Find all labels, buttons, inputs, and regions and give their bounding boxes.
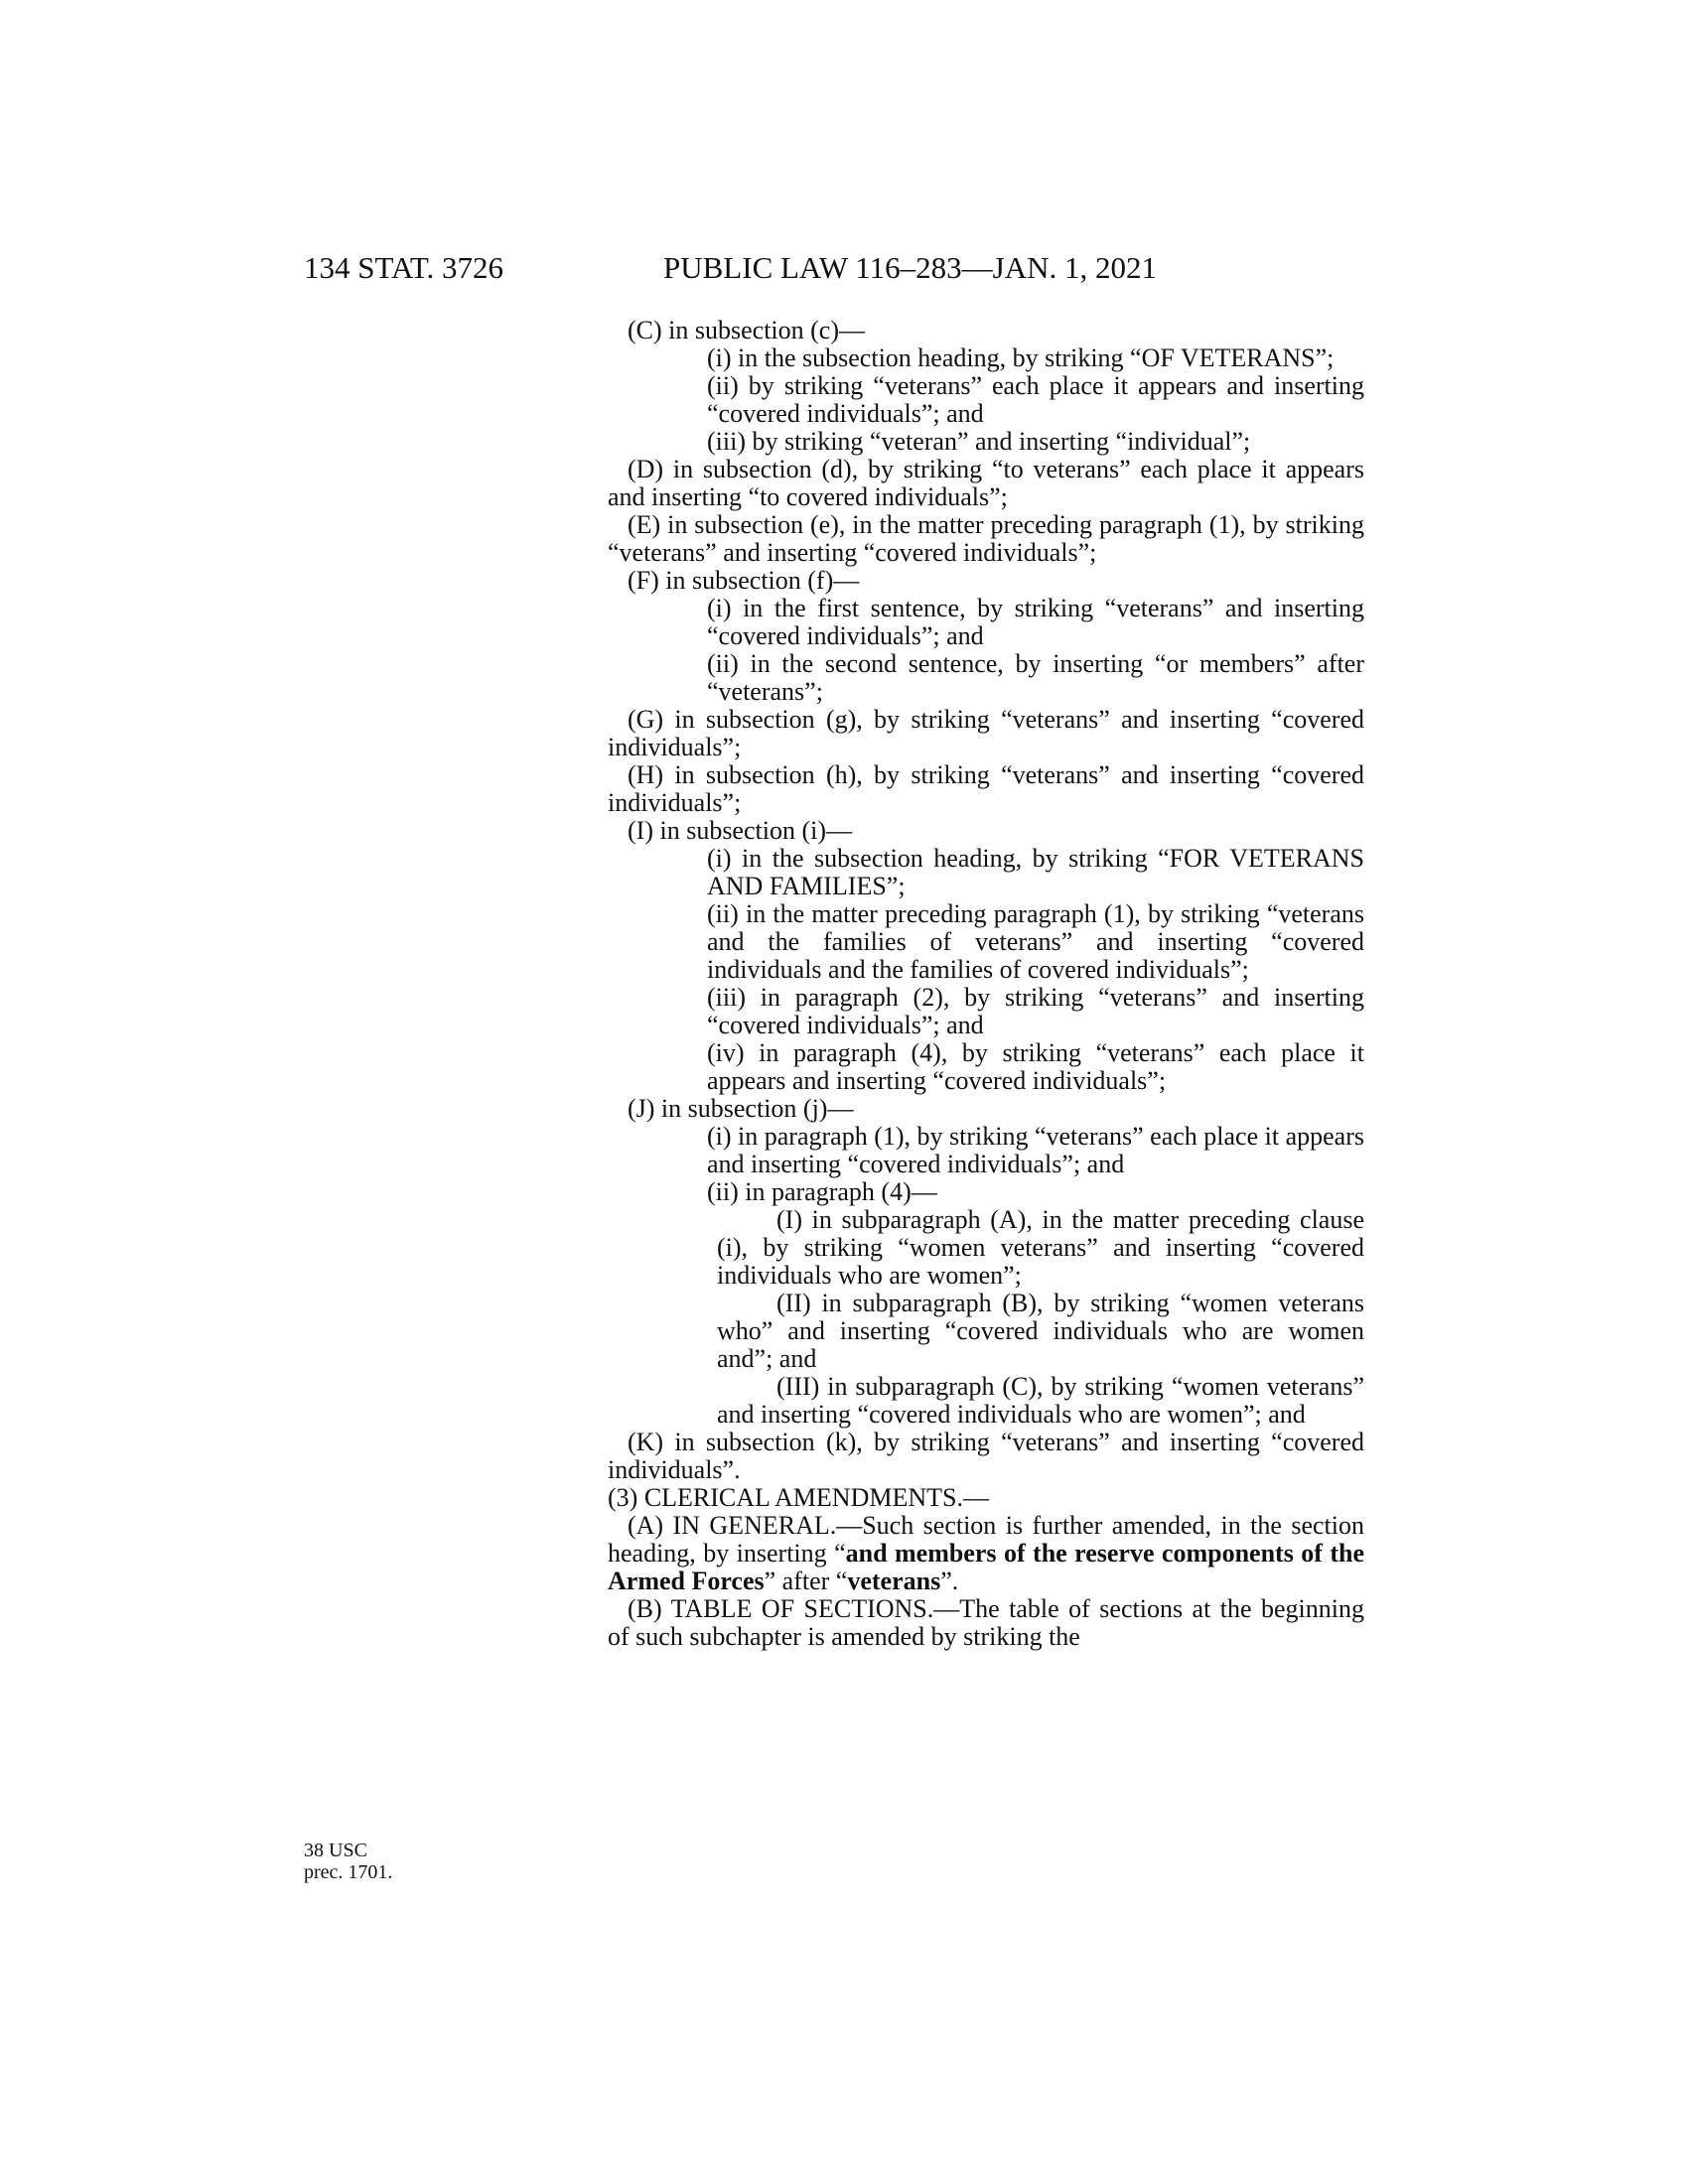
clause-I-ii: (ii) in the matter preceding paragraph (1), by striking “veterans and the families of veterans” and inserting “covered individuals and the families of covered individuals”;	[707, 899, 1364, 984]
clause-F-i: (i) in the first sentence, by striking “veterans” and inserting “covered individuals”; and	[707, 594, 1364, 650]
clause-text: (i) in the subsection heading, by striking “OF VETERANS”;	[707, 343, 1335, 372]
margin-citation-line: prec. 1701.	[304, 1861, 393, 1883]
paragraph-F: (F) in subsection (f)—	[628, 566, 860, 595]
clause-I-iv: (iv) in paragraph (4), by striking “veterans” each place it appears and inserting “covered individuals”;	[707, 1038, 1364, 1095]
section-3-heading: (3) CLERICAL AMENDMENTS.—	[608, 1483, 989, 1512]
inserted-phrase: and members of the reserve components of the Armed Forces	[608, 1539, 1364, 1595]
subclause-J-ii-III: (III) in subparagraph (C), by striking “women veterans” and inserting “covered individuals who are women”; and	[717, 1372, 1364, 1429]
paragraph-D: (D) in subsection (d), by striking “to veterans” each place it appears and inserting “to covered individuals”;	[608, 455, 1364, 511]
statute-body	[608, 317, 1364, 1651]
clause-J-ii: (ii) in paragraph (4)—	[707, 1177, 937, 1206]
paragraph-3A-text: (A) IN GENERAL.—Such section is further amended, in the section heading, by inserting “	[608, 1511, 1364, 1568]
paragraph-H: (H) in subsection (h), by striking “veterans” and inserting “covered individuals”;	[608, 760, 1364, 817]
subclause-J-ii-I: (I) in subparagraph (A), in the matter preceding clause (i), by striking “women veterans” and inserting “covered individuals who are women”;	[717, 1205, 1364, 1290]
inserted-word: veterans	[847, 1567, 941, 1595]
clause-C-ii: (ii) by striking “veterans” each place it appears and inserting “covered individuals”; and	[707, 371, 1364, 428]
paragraph-K: (K) in subsection (k), by striking “veterans” and inserting “covered individuals”.	[608, 1428, 1364, 1484]
paragraph-E: (E) in subsection (e), in the matter preceding paragraph (1), by striking “veterans” and inserting “covered individuals”;	[608, 510, 1364, 567]
paragraph-3B: (B) TABLE OF SECTIONS.—The table of sections at the beginning of such subchapter is amended by striking the	[608, 1594, 1364, 1651]
paragraph-3A-text: ” after “	[764, 1567, 848, 1595]
margin-citation	[304, 1840, 392, 1883]
clause-I-i: (i) in the subsection heading, by striking “FOR VETERANS AND FAMILIES”;	[707, 844, 1364, 900]
paragraph-J: (J) in subsection (j)—	[628, 1094, 854, 1123]
margin-citation-line: 38 USC	[304, 1840, 367, 1861]
clause-J-i: (i) in paragraph (1), by striking “veterans” each place it appears and inserting “covered individuals”; and	[707, 1122, 1364, 1178]
subclause-J-ii-II: (II) in subparagraph (B), by striking “women veterans who” and inserting “covered individuals who are women and”; and	[717, 1289, 1364, 1373]
clause-C-iii: (iii) by striking “veteran” and inserting “individual”;	[707, 427, 1251, 456]
clause-C-i	[608, 344, 1364, 372]
stat-page-number: 134 STAT. 3726	[304, 250, 504, 285]
running-header-title: PUBLIC LAW 116–283—JAN. 1, 2021	[663, 250, 1157, 285]
paragraph-G: (G) in subsection (g), by striking “veterans” and inserting “covered individuals”;	[608, 705, 1364, 761]
paragraph-I: (I) in subsection (i)—	[628, 816, 853, 845]
clause-I-iii: (iii) in paragraph (2), by striking “veterans” and inserting “covered individuals”; and	[707, 983, 1364, 1039]
clause-F-ii: (ii) in the second sentence, by inserting “or members” after “veterans”;	[707, 649, 1364, 706]
paragraph-C: (C) in subsection (c)—	[628, 316, 866, 344]
paragraph-3A	[608, 1512, 1364, 1595]
paragraph-3A-text: ”.	[940, 1567, 959, 1595]
